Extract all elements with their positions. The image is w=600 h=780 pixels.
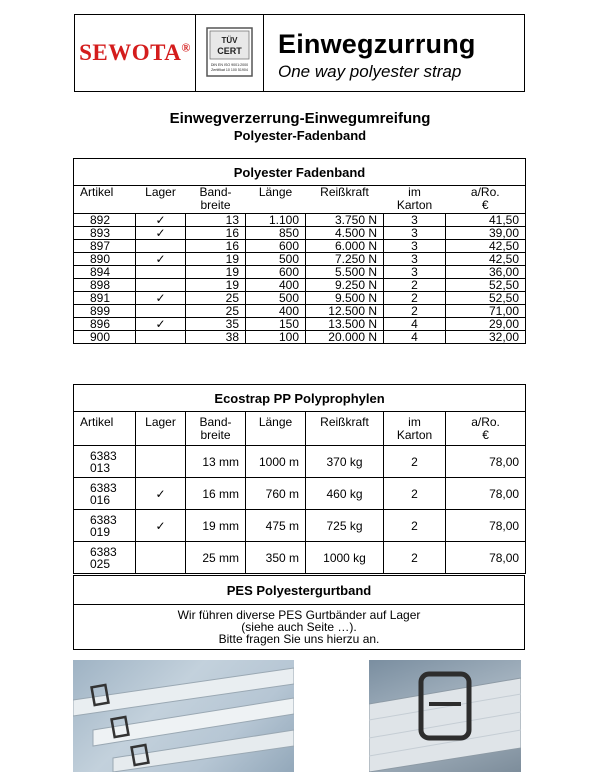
- svg-text:Zertifikat 10 100 51904: Zertifikat 10 100 51904: [211, 68, 248, 72]
- company-logo: SEWOTA®: [79, 40, 191, 65]
- cell-im-karton: 2: [384, 279, 446, 292]
- cell-lager: [136, 279, 186, 292]
- cell-reisskraft: 20.000 N: [306, 331, 384, 344]
- col-im-karton: im Karton: [384, 412, 446, 446]
- title-box: [264, 15, 524, 91]
- cell-lager: ✓: [136, 292, 186, 305]
- cell-lager: ✓: [136, 214, 186, 227]
- col-artikel: Artikel: [74, 412, 136, 446]
- table-row: [74, 305, 526, 318]
- cell-price: 41,50: [446, 214, 526, 227]
- cell-price: 71,00: [446, 305, 526, 318]
- cell-laenge: 500: [246, 292, 306, 305]
- cell-im-karton: 4: [384, 318, 446, 331]
- cell-laenge: 600: [246, 240, 306, 253]
- cell-lager: ✓: [136, 227, 186, 240]
- col-bandbreite: Band- breite: [186, 412, 246, 446]
- col-lager: Lager: [136, 412, 186, 446]
- table-caption: Polyester Fadenband: [74, 159, 526, 186]
- cell-reisskraft: 1000 kg: [306, 542, 384, 574]
- cell-reisskraft: 7.250 N: [306, 253, 384, 266]
- cell-artikel: 6383 013: [74, 446, 136, 478]
- table-header: [74, 412, 526, 446]
- cell-lager: [136, 331, 186, 344]
- cell-price: 29,00: [446, 318, 526, 331]
- cell-reisskraft: 5.500 N: [306, 266, 384, 279]
- col-artikel: Artikel: [74, 186, 136, 214]
- cell-artikel: 892: [74, 214, 136, 227]
- cell-im-karton: 3: [384, 214, 446, 227]
- svg-text:CERT: CERT: [217, 46, 242, 56]
- cell-laenge: 100: [246, 331, 306, 344]
- cell-bandbreite: 19: [186, 279, 246, 292]
- cell-reisskraft: 13.500 N: [306, 318, 384, 331]
- cert-box: [196, 15, 264, 91]
- col-laenge: Länge: [246, 412, 306, 446]
- cell-artikel: 899: [74, 305, 136, 318]
- info-line: (siehe auch Seite …).: [241, 620, 357, 634]
- cell-laenge: 760 m: [246, 478, 306, 510]
- polyester-table: [73, 158, 526, 344]
- table-row: [74, 266, 526, 279]
- cell-im-karton: 2: [384, 305, 446, 318]
- logo-box: [75, 15, 196, 91]
- info-line: Bitte fragen Sie uns hierzu an.: [218, 632, 380, 646]
- strap-buckles-photo: [73, 660, 294, 772]
- table-caption: Ecostrap PP Polyprophylen: [74, 385, 526, 412]
- col-price: a/Ro. €: [446, 412, 526, 446]
- table-row: [74, 318, 526, 331]
- document-subtitle: Polyester-Fadenband: [233, 128, 367, 143]
- cell-im-karton: 3: [384, 240, 446, 253]
- cell-reisskraft: 3.750 N: [306, 214, 384, 227]
- cell-bandbreite: 25: [186, 292, 246, 305]
- cell-laenge: 1.100: [246, 214, 306, 227]
- polypropylene-table: [73, 384, 526, 574]
- table-row: [74, 478, 526, 510]
- cell-reisskraft: 370 kg: [306, 446, 384, 478]
- col-price: a/Ro. €: [446, 186, 526, 214]
- cell-laenge: 150: [246, 318, 306, 331]
- cell-price: 52,50: [446, 292, 526, 305]
- cell-lager: [136, 266, 186, 279]
- pes-info-box: [73, 575, 525, 650]
- table-row: [74, 227, 526, 240]
- cell-artikel: 891: [74, 292, 136, 305]
- table-caption: PES Polyestergurtband: [74, 576, 525, 605]
- cell-artikel: 893: [74, 227, 136, 240]
- cell-lager: [136, 240, 186, 253]
- cell-laenge: 400: [246, 279, 306, 292]
- cell-lager: ✓: [136, 478, 186, 510]
- cell-artikel: 6383 016: [74, 478, 136, 510]
- cell-lager: [136, 542, 186, 574]
- cell-price: 36,00: [446, 266, 526, 279]
- cell-artikel: 894: [74, 266, 136, 279]
- cell-lager: ✓: [136, 510, 186, 542]
- header: [74, 14, 525, 92]
- cell-reisskraft: 725 kg: [306, 510, 384, 542]
- cell-price: 78,00: [446, 478, 526, 510]
- cell-reisskraft: 12.500 N: [306, 305, 384, 318]
- cell-artikel: 900: [74, 331, 136, 344]
- cell-bandbreite: 19: [186, 253, 246, 266]
- table-row: [74, 253, 526, 266]
- cell-im-karton: 3: [384, 253, 446, 266]
- cell-price: 39,00: [446, 227, 526, 240]
- cell-bandbreite: 25 mm: [186, 542, 246, 574]
- info-text: [74, 605, 525, 650]
- cell-reisskraft: 4.500 N: [306, 227, 384, 240]
- cell-bandbreite: 16 mm: [186, 478, 246, 510]
- cell-price: 52,50: [446, 279, 526, 292]
- col-reisskraft: Reißkraft: [306, 412, 384, 446]
- cell-artikel: 6383 019: [74, 510, 136, 542]
- cell-reisskraft: 9.250 N: [306, 279, 384, 292]
- cell-im-karton: 2: [384, 510, 446, 542]
- col-lager: Lager: [136, 186, 186, 214]
- cell-laenge: 1000 m: [246, 446, 306, 478]
- cell-price: 78,00: [446, 542, 526, 574]
- product-title: Einwegzurrung: [278, 29, 476, 59]
- cell-artikel: 6383 025: [74, 542, 136, 574]
- cell-laenge: 350 m: [246, 542, 306, 574]
- cell-price: 78,00: [446, 510, 526, 542]
- cell-bandbreite: 35: [186, 318, 246, 331]
- table-row: [74, 510, 526, 542]
- cell-artikel: 890: [74, 253, 136, 266]
- cell-price: 42,50: [446, 240, 526, 253]
- cell-bandbreite: 16: [186, 240, 246, 253]
- cell-im-karton: 2: [384, 542, 446, 574]
- cell-laenge: 400: [246, 305, 306, 318]
- cell-im-karton: 2: [384, 446, 446, 478]
- table-header: [74, 186, 526, 214]
- cell-bandbreite: 19: [186, 266, 246, 279]
- product-subtitle: One way polyester strap: [278, 62, 462, 81]
- svg-text:DIN EN ISO 9001:2000: DIN EN ISO 9001:2000: [210, 63, 249, 67]
- cell-bandbreite: 13 mm: [186, 446, 246, 478]
- cell-reisskraft: 460 kg: [306, 478, 384, 510]
- tuev-cert-seal: [196, 15, 263, 91]
- cell-bandbreite: 25: [186, 305, 246, 318]
- cell-laenge: 600: [246, 266, 306, 279]
- cell-im-karton: 4: [384, 331, 446, 344]
- cell-reisskraft: 6.000 N: [306, 240, 384, 253]
- cell-im-karton: 3: [384, 266, 446, 279]
- cell-price: 42,50: [446, 253, 526, 266]
- table-row: [74, 331, 526, 344]
- table-row: [74, 240, 526, 253]
- table-row: [74, 542, 526, 574]
- cell-price: 32,00: [446, 331, 526, 344]
- cell-bandbreite: 13: [186, 214, 246, 227]
- cell-artikel: 898: [74, 279, 136, 292]
- table-row: [74, 279, 526, 292]
- col-bandbreite: Band- breite: [186, 186, 246, 214]
- cell-lager: ✓: [136, 253, 186, 266]
- document-title: Einwegverzerrung-Einwegumreifung: [169, 110, 431, 127]
- svg-text:TÜV: TÜV: [221, 36, 238, 45]
- table-row: [74, 292, 526, 305]
- cell-laenge: 500: [246, 253, 306, 266]
- cell-lager: ✓: [136, 318, 186, 331]
- cell-artikel: 896: [74, 318, 136, 331]
- cell-reisskraft: 9.500 N: [306, 292, 384, 305]
- cell-price: 78,00: [446, 446, 526, 478]
- table-row: [74, 446, 526, 478]
- cell-laenge: 850: [246, 227, 306, 240]
- cell-bandbreite: 38: [186, 331, 246, 344]
- table-row: [74, 214, 526, 227]
- info-line: Wir führen diverse PES Gurtbänder auf Lager: [177, 608, 421, 622]
- cell-lager: [136, 305, 186, 318]
- cell-bandbreite: 16: [186, 227, 246, 240]
- cell-artikel: 897: [74, 240, 136, 253]
- cell-lager: [136, 446, 186, 478]
- cell-im-karton: 2: [384, 478, 446, 510]
- cell-im-karton: 2: [384, 292, 446, 305]
- col-im-karton: im Karton: [384, 186, 446, 214]
- buckle-closeup-photo: [369, 660, 521, 772]
- cell-bandbreite: 19 mm: [186, 510, 246, 542]
- col-laenge: Länge: [246, 186, 306, 214]
- cell-laenge: 475 m: [246, 510, 306, 542]
- cell-im-karton: 3: [384, 227, 446, 240]
- col-reisskraft: Reißkraft: [306, 186, 384, 214]
